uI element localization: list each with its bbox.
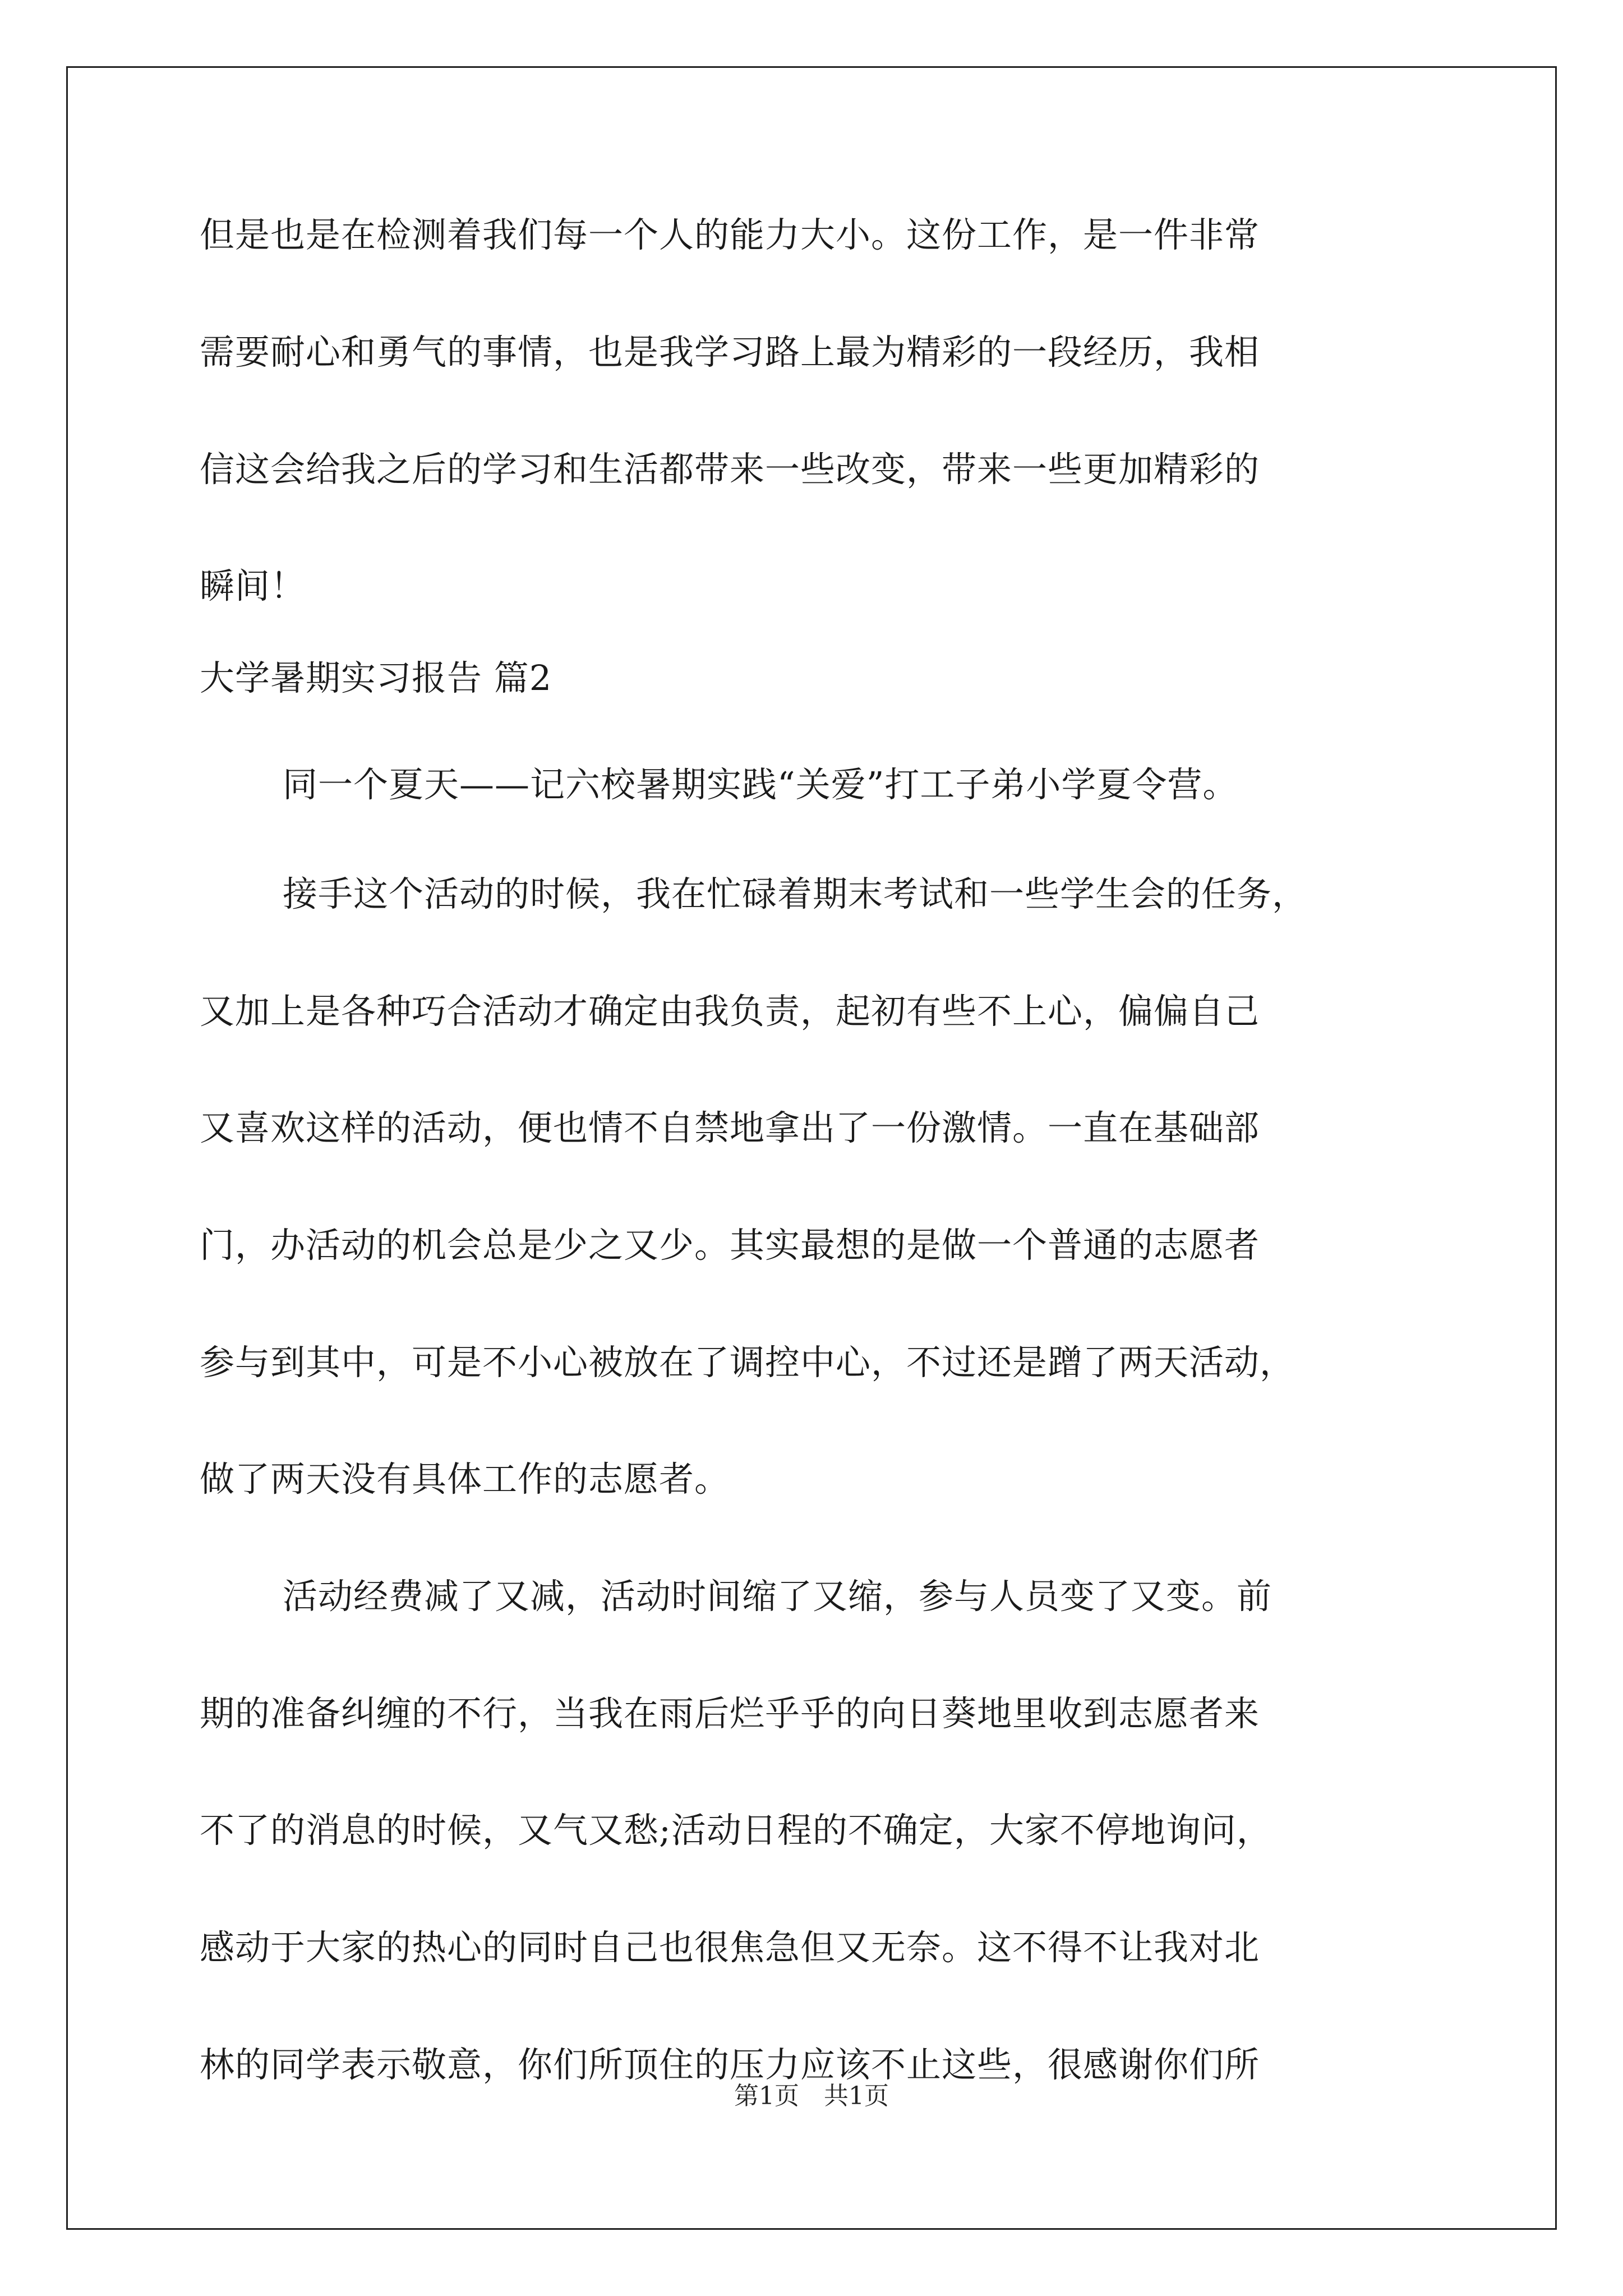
page-footer (0, 2084, 1623, 2109)
paragraph-line: 瞬间！ (200, 565, 306, 606)
paragraph-line: 参与到其中，可是不小心被放在了调控中心，不过还是蹭了两天活动， (200, 1342, 1295, 1383)
paragraph-line: 感动于大家的热心的同时自己也很焦急但又无奈。这不得不让我对北 (200, 1927, 1260, 1968)
paragraph-line: 接手这个活动的时候，我在忙碌着期末考试和一些学生会的任务， (283, 873, 1308, 914)
paragraph-line: 需要耐心和勇气的事情，也是我学习路上最为精彩的一段经历，我相 (200, 332, 1260, 372)
section-heading: 大学暑期实习报告 篇2 (200, 657, 552, 698)
paragraph-line: 又喜欢这样的活动，便也情不自禁地拿出了一份激情。一直在基础部 (200, 1107, 1260, 1148)
paragraph-line: 又加上是各种巧合活动才确定由我负责，起初有些不上心，偏偏自己 (200, 991, 1260, 1032)
paragraph-line: 门，办活动的机会总是少之又少。其实最想的是做一个普通的志愿者 (200, 1225, 1260, 1266)
page-total: 共1页 (824, 2082, 889, 2110)
paragraph-line: 但是也是在检测着我们每一个人的能力大小。这份工作，是一件非常 (200, 214, 1260, 255)
paragraph-line: 不了的消息的时候，又气又愁;活动日程的不确定，大家不停地询问， (200, 1810, 1272, 1851)
paragraph-line: 做了两天没有具体工作的志愿者。 (200, 1458, 730, 1499)
paragraph-line: 同一个夏天——记六校暑期实践“关爱”打工子弟小学夏令营。 (283, 764, 1238, 805)
paragraph-line: 林的同学表示敬意，你们所顶住的压力应该不止这些，很感谢你们所 (200, 2044, 1260, 2085)
page-number: 第1页 (734, 2082, 799, 2110)
paragraph-line: 活动经费减了又减，活动时间缩了又缩，参与人员变了又变。前 (283, 1576, 1272, 1617)
paragraph-line: 期的准备纠缠的不行，当我在雨后烂乎乎的向日葵地里收到志愿者来 (200, 1693, 1260, 1734)
paragraph-line: 信这会给我之后的学习和生活都带来一些改变，带来一些更加精彩的 (200, 449, 1260, 490)
